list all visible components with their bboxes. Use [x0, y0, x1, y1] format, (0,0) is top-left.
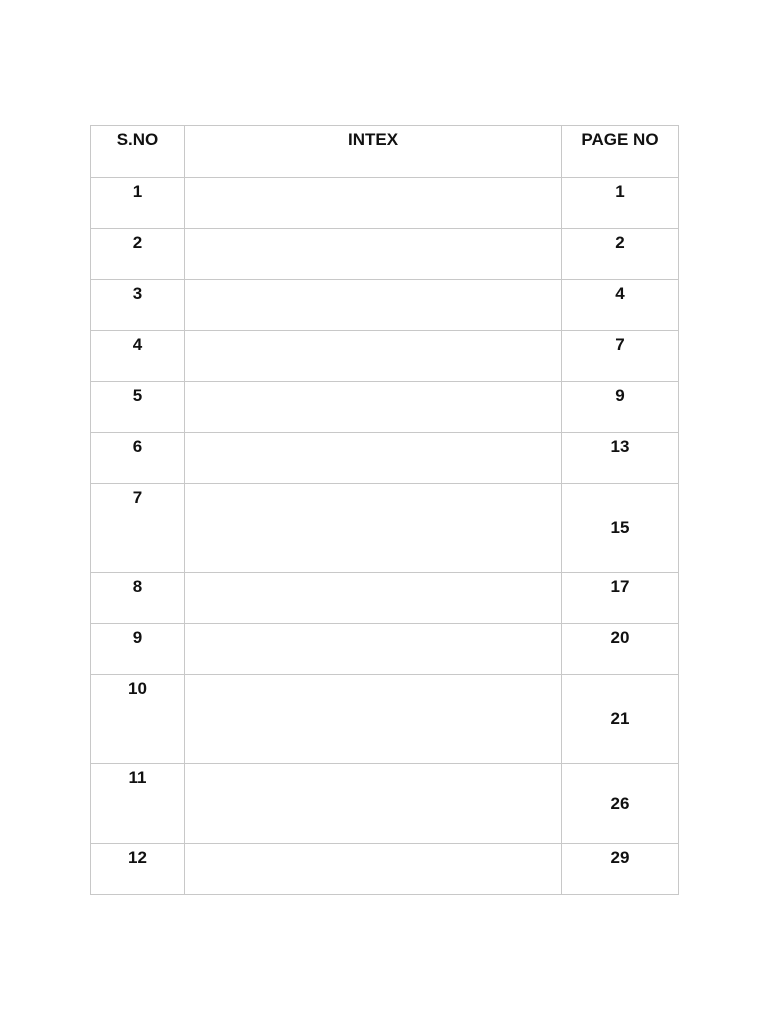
index-cell	[185, 764, 562, 844]
index-cell	[185, 280, 562, 331]
page-cell	[562, 844, 679, 895]
page-cell	[562, 433, 679, 484]
page-number: 9	[615, 386, 625, 405]
page-number: 13	[610, 437, 630, 456]
page-number: 20	[610, 628, 630, 647]
page-cell	[562, 331, 679, 382]
table-row	[91, 178, 679, 229]
index-cell	[185, 844, 562, 895]
index-cell	[185, 331, 562, 382]
serial-cell	[91, 382, 185, 433]
serial-number: 4	[132, 335, 143, 354]
index-cell	[185, 675, 562, 764]
table-row	[91, 382, 679, 433]
serial-number: 5	[132, 386, 143, 405]
index-cell	[185, 484, 562, 573]
serial-number: 8	[132, 577, 143, 596]
page-number: 7	[615, 335, 625, 354]
page-cell	[562, 229, 679, 280]
index-table	[90, 125, 679, 895]
page-cell	[562, 484, 679, 573]
index-text	[185, 675, 561, 679]
index-cell	[185, 433, 562, 484]
page-number: 21	[610, 709, 630, 728]
serial-number: 12	[128, 848, 147, 867]
table-row	[91, 280, 679, 331]
serial-cell	[91, 178, 185, 229]
serial-cell	[91, 675, 185, 764]
serial-cell	[91, 331, 185, 382]
table-row	[91, 484, 679, 573]
table-row	[91, 624, 679, 675]
table-row	[91, 331, 679, 382]
serial-number: 9	[132, 628, 143, 647]
serial-cell	[91, 624, 185, 675]
serial-cell	[91, 229, 185, 280]
page-cell	[562, 624, 679, 675]
index-text	[185, 331, 561, 335]
page-number: 29	[610, 848, 630, 867]
table-row	[91, 675, 679, 764]
page-number: 17	[610, 577, 630, 596]
index-text	[185, 624, 561, 628]
index-text	[185, 178, 561, 182]
page-cell	[562, 382, 679, 433]
header-index: INTEX	[347, 130, 399, 149]
page-cell	[562, 764, 679, 844]
serial-cell	[91, 433, 185, 484]
page-number: 2	[615, 233, 625, 252]
page-number: 4	[615, 284, 625, 303]
serial-cell	[91, 844, 185, 895]
page-number: 1	[615, 182, 625, 201]
header-serial: S.NO	[116, 130, 159, 149]
index-text	[185, 484, 561, 488]
index-text	[185, 573, 561, 577]
serial-number: 11	[128, 768, 147, 787]
page-cell	[562, 178, 679, 229]
header-page: PAGE NO	[581, 130, 659, 149]
index-cell	[185, 178, 562, 229]
page-cell	[562, 675, 679, 764]
serial-number: 3	[132, 284, 143, 303]
table-row	[91, 573, 679, 624]
index-text	[185, 382, 561, 386]
index-text	[185, 229, 561, 233]
table-row	[91, 844, 679, 895]
serial-cell	[91, 280, 185, 331]
serial-number: 10	[128, 679, 147, 698]
page-cell	[562, 573, 679, 624]
header-page-cell	[562, 126, 679, 178]
page-cell	[562, 280, 679, 331]
serial-number: 2	[132, 233, 143, 252]
serial-cell	[91, 573, 185, 624]
header-serial-cell	[91, 126, 185, 178]
header-index-cell	[185, 126, 562, 178]
index-text	[185, 844, 561, 848]
index-text	[185, 433, 561, 437]
table-row	[91, 433, 679, 484]
index-cell	[185, 573, 562, 624]
index-cell	[185, 229, 562, 280]
serial-cell	[91, 484, 185, 573]
index-text	[185, 280, 561, 284]
table-row	[91, 764, 679, 844]
serial-cell	[91, 764, 185, 844]
index-cell	[185, 382, 562, 433]
page-number: 26	[610, 793, 630, 813]
table-header-row	[91, 126, 679, 178]
serial-number: 6	[132, 437, 143, 456]
page-number: 15	[610, 518, 630, 537]
index-cell	[185, 624, 562, 675]
serial-number: 7	[132, 488, 143, 507]
table-row	[91, 229, 679, 280]
serial-number: 1	[132, 182, 143, 201]
index-text	[185, 764, 561, 768]
